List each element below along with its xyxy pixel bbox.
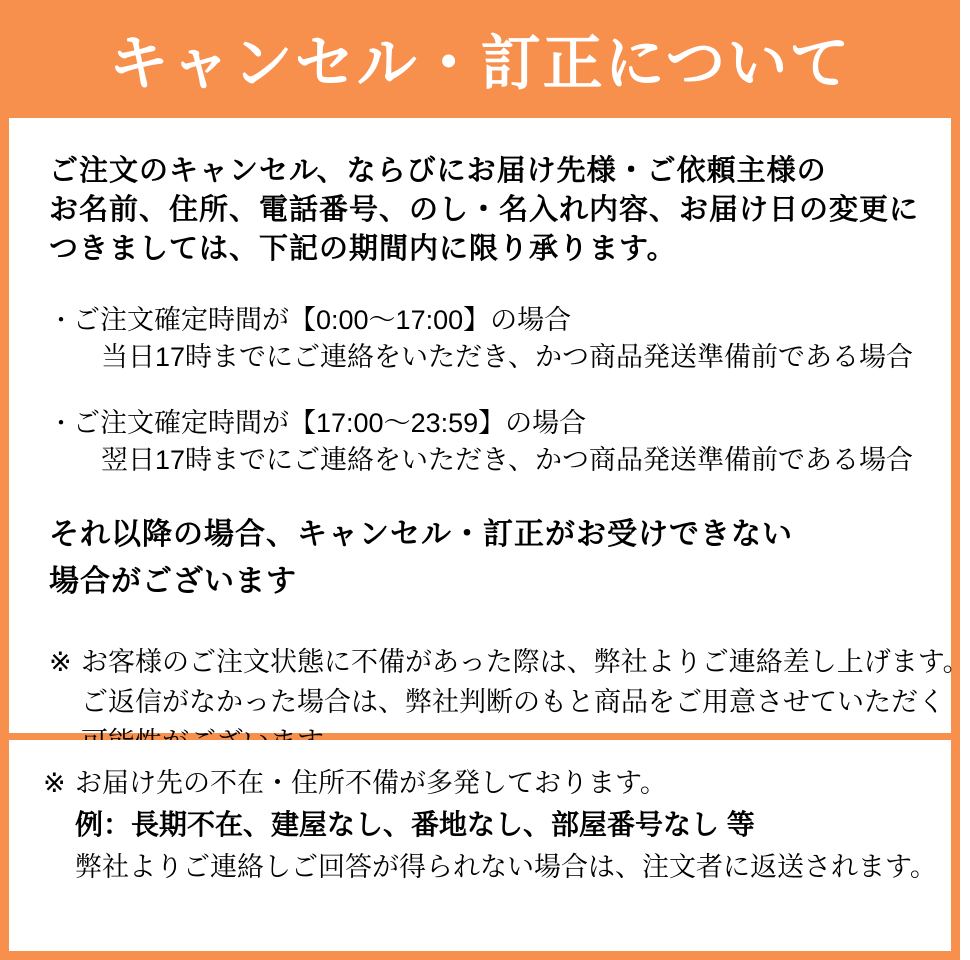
delivery-note-line: お届け先の不在・住所不備が多発しております。 xyxy=(75,768,667,798)
footer-note-marker: ※ xyxy=(43,768,66,798)
section-divider xyxy=(0,733,960,740)
bullet-item-17-2359 xyxy=(49,405,921,479)
delivery-note-panel xyxy=(9,740,951,951)
warning-line: それ以降の場合、キャンセル・訂正がお受けできない xyxy=(49,518,793,551)
bullet-condition-row xyxy=(49,302,921,339)
bullet-item-0-17 xyxy=(49,302,921,376)
bullet-marker: ・ xyxy=(49,307,73,334)
bullet-condition: ご注文確定時間が【0:00～17:00】の場合 xyxy=(73,305,572,335)
main-panel xyxy=(9,118,970,733)
warning-text xyxy=(49,511,921,605)
intro-line: お名前、住所、電話番号、のし・名入れ内容、お届け日の変更に xyxy=(49,194,920,226)
header-banner xyxy=(0,0,960,118)
bullet-detail: 翌日17時までにご連絡をいただき、かつ商品発送準備前である場合 xyxy=(101,445,913,475)
page-title: キャンセル・訂正について xyxy=(108,30,852,97)
note-marker: ※ xyxy=(49,647,72,677)
bullet-condition-row xyxy=(49,405,921,442)
intro-line: つきましては、下記の期間内に限り承ります。 xyxy=(49,233,677,265)
delivery-note-example: 例：長期不在、建屋なし、番地なし、部屋番号なし 等 xyxy=(75,809,755,840)
bullet-marker: ・ xyxy=(49,410,73,437)
policy-bullet-list xyxy=(49,302,921,479)
warning-line: 場合がございます xyxy=(49,565,297,598)
intro-paragraph xyxy=(49,152,921,269)
intro-line: ご注文のキャンセル、ならびにお届け先様・ご依頼主様の xyxy=(49,155,827,187)
bullet-condition: ご注文確定時間が【17:00～23:59】の場合 xyxy=(73,408,587,438)
delivery-note-row xyxy=(43,762,921,804)
bullet-detail: 当日17時までにご連絡をいただき、かつ商品発送準備前である場合 xyxy=(101,342,913,372)
note-line: お客様のご注文状態に不備があった際は、弊社よりご連絡差し上げます。 xyxy=(81,647,970,677)
delivery-note-return: 弊社よりご連絡しご回答が得られない場合は、注文者に返送されます。 xyxy=(75,852,937,882)
note-line: ご返信がなかった場合は、弊社判断のもと商品をご用意させていただく xyxy=(81,687,945,717)
